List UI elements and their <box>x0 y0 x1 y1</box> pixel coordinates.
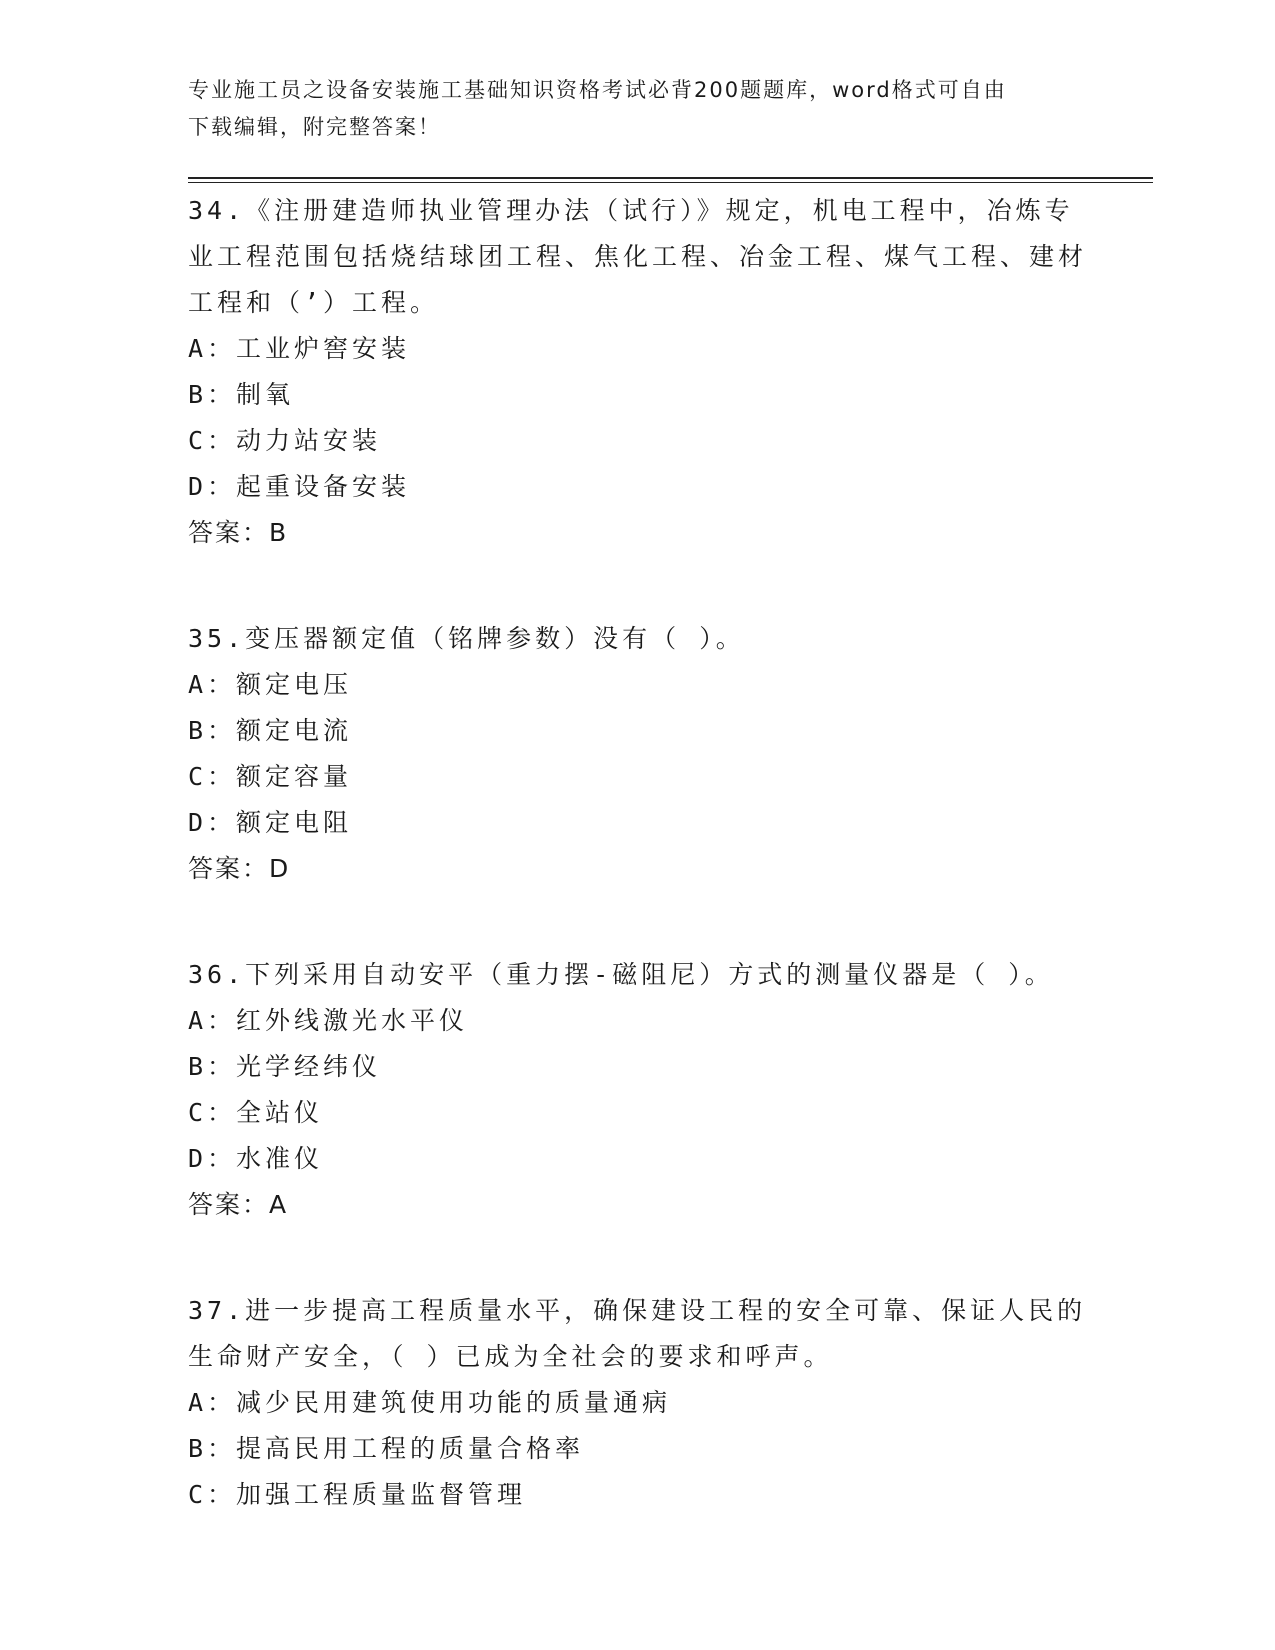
header-divider-thin <box>188 182 1153 183</box>
question-block <box>188 1288 1088 1518</box>
document-header <box>188 72 1068 146</box>
option-a: A：红外线激光水平仪 <box>188 1006 469 1035</box>
question-block <box>188 188 1088 556</box>
option-b: B：光学经纬仪 <box>188 1052 382 1081</box>
question-stem: 37.进一步提高工程质量水平，确保建设工程的安全可靠、保证人民的生命财产安全，（ ）已成为全社会的要求和呼声。 <box>188 1296 1087 1371</box>
question-block <box>188 616 1088 892</box>
option-d: D：额定电阻 <box>188 808 353 837</box>
header-line-2: 下载编辑，附完整答案！ <box>188 115 441 139</box>
option-c: C：额定容量 <box>188 762 353 791</box>
answer-line: 答案：D <box>188 854 291 883</box>
option-c: C：动力站安装 <box>188 426 382 455</box>
option-c: C：全站仪 <box>188 1098 324 1127</box>
option-b: B：额定电流 <box>188 716 353 745</box>
header-line-1: 专业施工员之设备安装施工基础知识资格考试必背200题题库，word格式可自由 <box>188 78 1007 102</box>
option-d: D：水准仪 <box>188 1144 324 1173</box>
option-a: A：减少民用建筑使用功能的质量通病 <box>188 1388 672 1417</box>
header-divider-thick <box>188 177 1153 179</box>
option-d: D：起重设备安装 <box>188 472 411 501</box>
question-stem: 34.《注册建造师执业管理办法（试行）》规定，机电工程中，冶炼专业工程范围包括烧结球团工程、焦化工程、冶金工程、煤气工程、建材工程和（’）工程。 <box>188 196 1088 317</box>
option-a: A：额定电压 <box>188 670 353 699</box>
question-list <box>188 188 1088 1578</box>
question-block <box>188 952 1088 1228</box>
question-stem: 36.下列采用自动安平（重力摆-磁阻尼）方式的测量仪器是（ ）。 <box>188 960 1054 989</box>
answer-line: 答案：B <box>188 518 289 547</box>
option-a: A：工业炉窖安装 <box>188 334 411 363</box>
option-b: B：制氧 <box>188 380 295 409</box>
question-stem: 35.变压器额定值（铭牌参数）没有（ ）。 <box>188 624 745 653</box>
answer-line: 答案：A <box>188 1190 289 1219</box>
option-b: B：提高民用工程的质量合格率 <box>188 1434 585 1463</box>
option-c: C：加强工程质量监督管理 <box>188 1480 527 1509</box>
